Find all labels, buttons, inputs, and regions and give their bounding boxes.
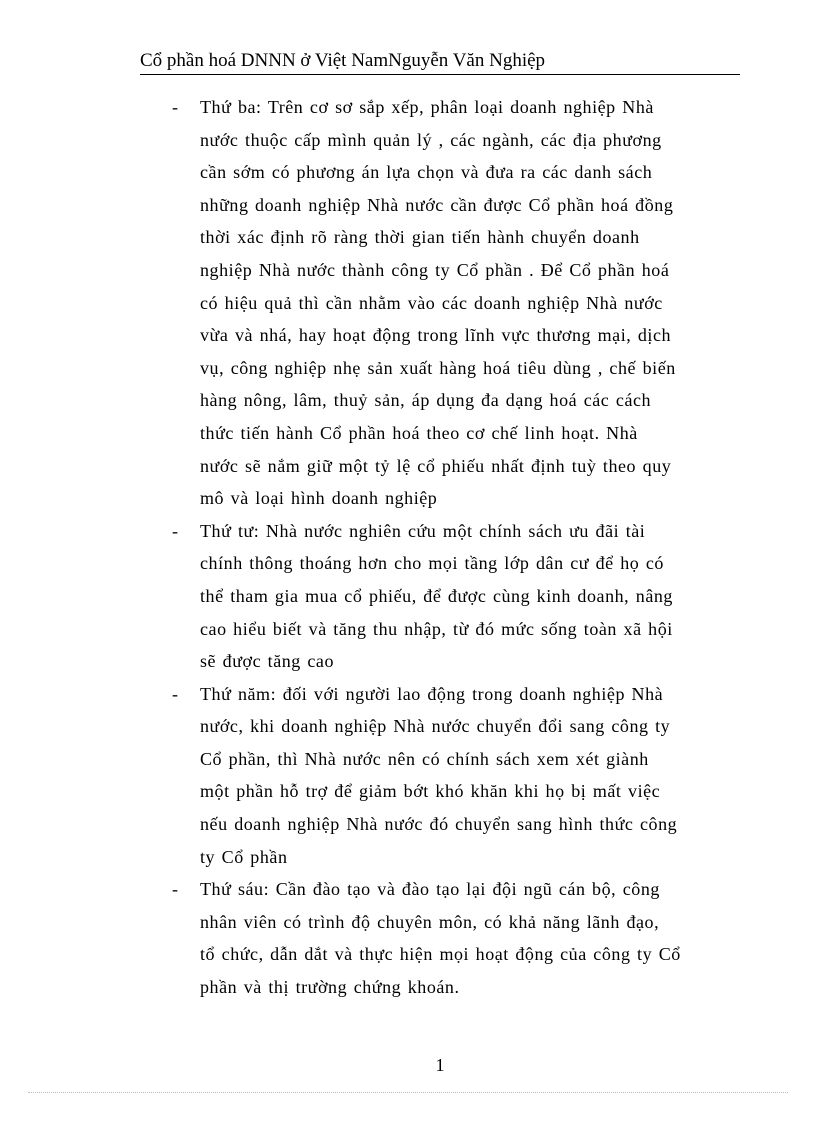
list-bullet: - xyxy=(172,879,179,900)
text-line: thời xác định rõ ràng thời gian tiến hành chuyển doanh xyxy=(200,227,640,248)
text-line: nước thuộc cấp mình quản lý , các ngành, các địa phương xyxy=(200,129,662,150)
list-item xyxy=(170,873,745,1003)
text-line: phần và thị trường chứng khoán. xyxy=(200,977,460,998)
text-line: cần sớm có phương án lựa chọn và đưa ra các danh sách xyxy=(200,162,653,183)
text-line: vụ, công nghiệp nhẹ sản xuất hàng hoá tiêu dùng , chế biến xyxy=(200,357,676,378)
text-line: tổ chức, dẫn dắt và thực hiện mọi hoạt động của công ty Cổ xyxy=(200,944,681,965)
text-line: thể tham gia mua cổ phiếu, để được cùng kinh doanh, nâng xyxy=(200,585,673,606)
text-line: hàng nông, lâm, thuỷ sản, áp dụng đa dạng hoá các cách xyxy=(200,390,652,411)
text-line: một phần hỗ trợ để giảm bớt khó khăn khi họ bị mất việc xyxy=(200,781,661,802)
text-line: Thứ năm: đối với người lao động trong doanh nghiệp Nhà xyxy=(200,683,664,704)
text-line: chính thông thoáng hơn cho mọi tầng lớp dân cư để họ có xyxy=(200,553,664,574)
text-line: có hiệu quả thì cần nhằm vào các doanh nghiệp Nhà nước xyxy=(200,292,663,313)
text-line: sẽ được tăng cao xyxy=(200,651,335,672)
text-line: nếu doanh nghiệp Nhà nước đó chuyển sang hình thức công xyxy=(200,814,678,835)
text-line: vừa và nhá, hay hoạt động trong lĩnh vực thương mại, dịch xyxy=(200,325,672,346)
list-bullet: - xyxy=(172,520,179,541)
page-number: 1 xyxy=(435,1055,445,1075)
text-line: Thứ ba: Trên cơ sơ sắp xếp, phân loại doanh nghiệp Nhà xyxy=(200,97,654,117)
text-line: nghiệp Nhà nước thành công ty Cổ phần . Để Cổ phần hoá xyxy=(200,259,670,280)
text-line: ty Cổ phần xyxy=(200,846,288,867)
header-author: Nguyễn Văn Nghiệp xyxy=(388,50,546,71)
list-item xyxy=(170,91,745,515)
list-item xyxy=(170,678,745,874)
text-line: những doanh nghiệp Nhà nước cần được Cổ phần hoá đồng xyxy=(200,194,674,215)
text-line: thức tiến hành Cổ phần hoá theo cơ chế linh hoạt. Nhà xyxy=(200,422,638,443)
text-line: nước, khi doanh nghiệp Nhà nước chuyển đổi sang công ty xyxy=(200,716,671,737)
text-line: Cổ phần, thì Nhà nước nên có chính sách xem xét giành xyxy=(200,748,649,769)
list-bullet: - xyxy=(172,683,179,704)
text-line: mô và loại hình doanh nghiệp xyxy=(200,488,438,509)
document-body xyxy=(170,91,745,1004)
text-line: cao hiểu biết và tăng thu nhập, từ đó mức sống toàn xã hội xyxy=(200,618,673,639)
text-line: Thứ tư: Nhà nước nghiên cứu một chính sách ưu đãi tài xyxy=(200,520,646,541)
text-line: Thứ sáu: Cần đào tạo và đào tạo lại đội ngũ cán bộ, công xyxy=(200,879,660,900)
page-header xyxy=(140,48,740,75)
header-title: Cổ phần hoá DNNN ở Việt Nam xyxy=(140,50,389,71)
list-item xyxy=(170,515,745,678)
text-line: nhân viên có trình độ chuyên môn, có khả năng lãnh đạo, xyxy=(200,911,660,932)
text-line: nước sẽ nắm giữ một tỷ lệ cổ phiếu nhất định tuỳ theo quy xyxy=(200,455,672,476)
page-bottom-divider xyxy=(28,1092,788,1093)
list-bullet: - xyxy=(172,97,179,117)
